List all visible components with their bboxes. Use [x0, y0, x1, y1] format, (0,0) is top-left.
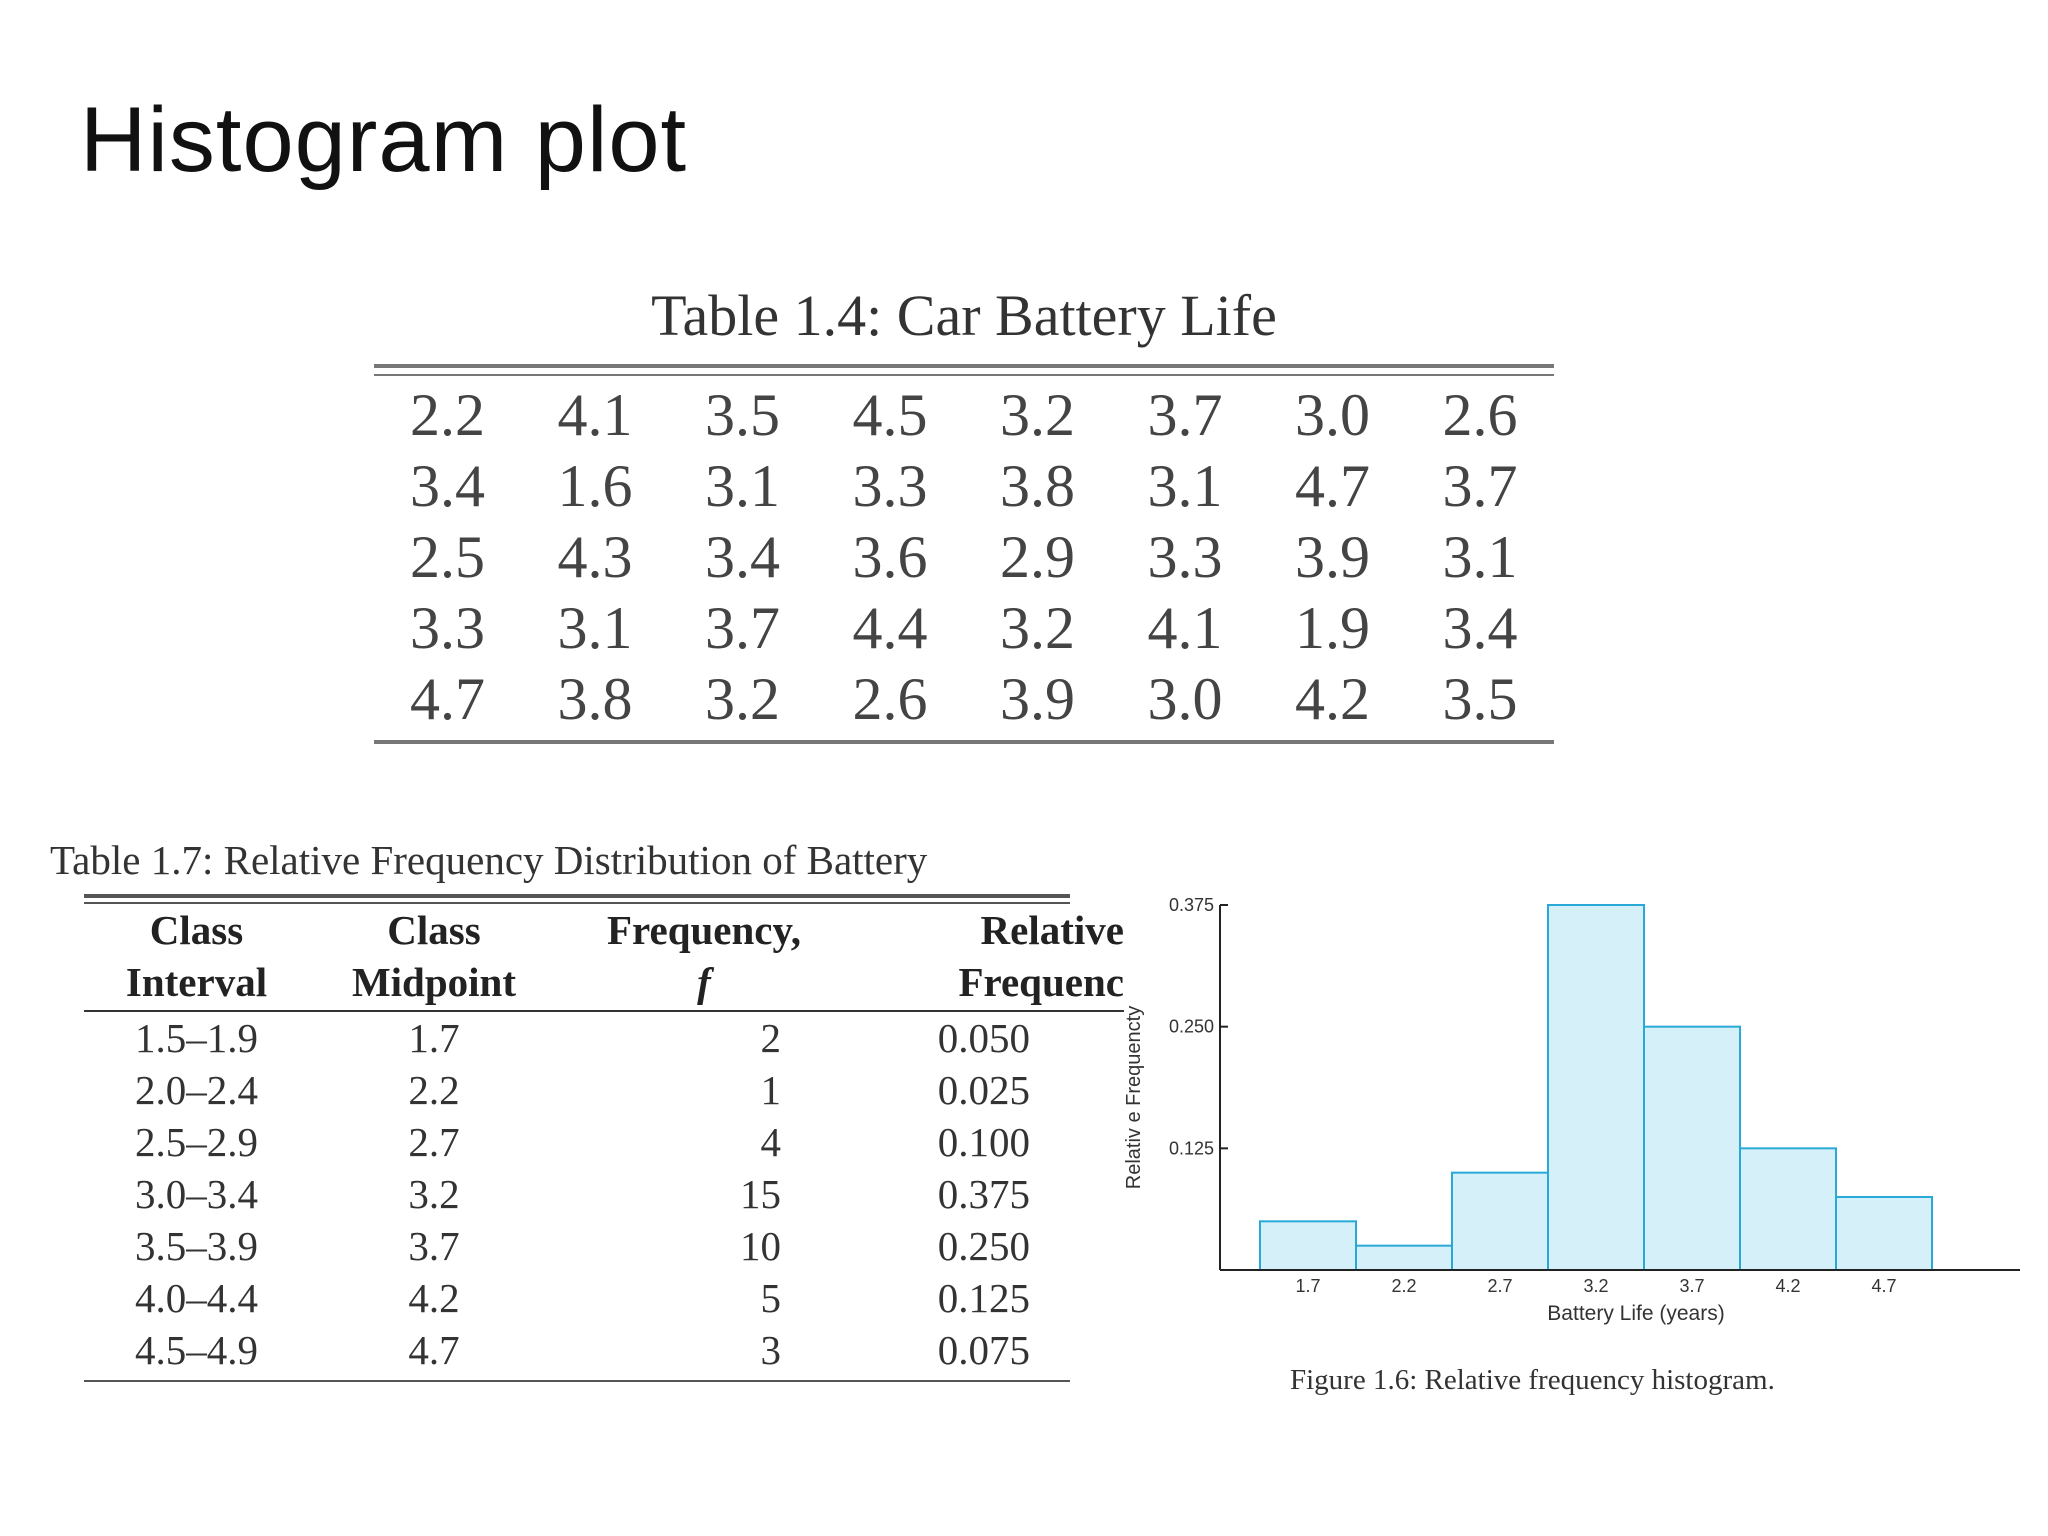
slide-title: Histogram plot — [80, 89, 688, 191]
table-1-7-bottom-rule — [84, 1380, 1070, 1382]
histogram-bars — [1260, 905, 1932, 1270]
table-cell: 3.0 — [1147, 666, 1223, 732]
table-cell: 4.5 — [852, 382, 928, 448]
table-cell: 2.6 — [1442, 382, 1518, 448]
table-row — [84, 1064, 1124, 1116]
table-cell: 4.1 — [1147, 595, 1223, 661]
relative-frequency-cell: 0.025 — [937, 1067, 1030, 1113]
y-tick-label: 0.375 — [1168, 895, 1214, 915]
relative-frequency-cell: 0.375 — [937, 1171, 1030, 1217]
y-tick-label: 0.250 — [1168, 1016, 1214, 1037]
relative-frequency-cell: 0.100 — [937, 1119, 1030, 1165]
table-row — [84, 1220, 1124, 1272]
relative-frequency-cell: 0.250 — [937, 1223, 1030, 1269]
table-cell: 3.1 — [557, 595, 633, 661]
col-header-class-interval: Interval — [84, 956, 309, 1011]
col-header-frequency: f — [559, 956, 849, 1011]
table-1-4-top-rule — [374, 364, 1554, 368]
table-cell: 3.1 — [1442, 524, 1518, 590]
table-cell: 3.1 — [705, 453, 780, 519]
table-row — [84, 1116, 1124, 1168]
table-cell: 3.4 — [410, 453, 485, 519]
table-cell: 3.2 — [1000, 382, 1075, 448]
x-tick-label: 4.2 — [1775, 1276, 1801, 1296]
table-row — [84, 1011, 1124, 1064]
table-cell: 3.8 — [1000, 453, 1075, 519]
table-cell: 3.6 — [852, 524, 928, 590]
x-axis-ticks — [1295, 1276, 1896, 1296]
class-interval-cell: 3.0–3.4 — [135, 1171, 258, 1217]
x-tick-label: 3.2 — [1583, 1276, 1609, 1296]
histogram-bar — [1740, 1148, 1836, 1270]
table-cell: 3.1 — [1147, 453, 1223, 519]
table-cell: 3.9 — [1295, 524, 1370, 590]
midpoint-cell: 3.2 — [408, 1171, 460, 1217]
x-axis-label: Battery Life (years) — [1547, 1302, 1725, 1325]
table-cell: 3.7 — [705, 595, 780, 661]
frequency-cell: 5 — [760, 1275, 781, 1321]
table-row — [84, 1168, 1124, 1220]
table-cell: 4.1 — [557, 382, 633, 448]
class-interval-cell: 1.5–1.9 — [135, 1015, 258, 1061]
table-1-4-top-rule-thin — [374, 374, 1554, 376]
histogram-bar — [1836, 1197, 1932, 1270]
table-cell: 3.0 — [1295, 382, 1370, 448]
table-header-row — [84, 904, 1124, 956]
midpoint-cell: 4.2 — [408, 1275, 460, 1321]
x-tick-label: 4.7 — [1871, 1276, 1897, 1296]
midpoint-cell: 3.7 — [408, 1223, 460, 1269]
table-1-4-bottom-rule — [374, 740, 1554, 744]
table-cell: 3.7 — [1147, 382, 1223, 448]
table-cell: 3.4 — [1442, 595, 1518, 661]
col-header-frequency: Frequency, — [607, 907, 801, 953]
midpoint-cell: 4.7 — [408, 1327, 460, 1373]
table-cell: 1.6 — [557, 453, 633, 519]
table-cell: 3.4 — [705, 524, 780, 590]
table-cell: 3.9 — [1000, 666, 1075, 732]
frequency-cell: 4 — [760, 1119, 781, 1165]
histogram-bar — [1644, 1027, 1740, 1270]
col-header-relative-frequency: Relative — [980, 907, 1124, 953]
col-header-class-interval: Class — [149, 907, 244, 953]
table-1-4-caption: Table 1.4: Car Battery Life — [651, 283, 1277, 348]
table-cell: 3.7 — [1442, 453, 1518, 519]
y-axis-label: Relativ e Frequencty — [1123, 1005, 1145, 1190]
relative-frequency-cell: 0.050 — [937, 1015, 1030, 1061]
relative-frequency-cell: 0.125 — [937, 1275, 1030, 1321]
midpoint-cell: 1.7 — [408, 1015, 460, 1061]
histogram-bar — [1452, 1173, 1548, 1270]
histogram-bar — [1260, 1221, 1356, 1270]
table-cell: 4.3 — [557, 524, 633, 590]
table-cell: 4.2 — [1295, 666, 1370, 732]
frequency-table — [84, 904, 1124, 1376]
table-cell: 4.7 — [410, 666, 485, 732]
class-interval-cell: 4.0–4.4 — [135, 1275, 258, 1321]
x-tick-label: 3.7 — [1679, 1276, 1705, 1296]
midpoint-cell: 2.7 — [408, 1119, 460, 1165]
x-tick-label: 2.2 — [1391, 1276, 1417, 1296]
table-row — [84, 1272, 1124, 1324]
table-cell: 4.4 — [852, 595, 928, 661]
x-tick-label: 2.7 — [1487, 1276, 1513, 1296]
class-interval-cell: 2.0–2.4 — [135, 1067, 258, 1113]
table-cell: 3.5 — [1442, 666, 1518, 732]
histogram-bar — [1356, 1246, 1452, 1270]
table-cell: 2.6 — [852, 666, 928, 732]
table-cell: 3.8 — [557, 666, 633, 732]
table-row — [84, 1324, 1124, 1376]
frequency-cell: 1 — [760, 1067, 781, 1113]
class-interval-cell: 3.5–3.9 — [135, 1223, 258, 1269]
midpoint-cell: 2.2 — [408, 1067, 460, 1113]
table-cell: 3.2 — [1000, 595, 1075, 661]
relative-frequency-histogram — [1100, 880, 2020, 1360]
col-header-relative-frequency: Frequenc — [849, 956, 1124, 1011]
table-cell: 2.5 — [410, 524, 485, 590]
table-cell: 3.3 — [1147, 524, 1223, 590]
table-1-7 — [84, 904, 1124, 1384]
col-header-class-midpoint: Midpoint — [309, 956, 559, 1011]
table-cell: 3.2 — [705, 666, 780, 732]
frequency-cell: 15 — [740, 1171, 781, 1217]
frequency-cell: 2 — [760, 1015, 781, 1061]
x-tick-label: 1.7 — [1295, 1276, 1321, 1296]
col-header-class-midpoint: Class — [387, 907, 481, 953]
y-tick-label: 0.125 — [1168, 1138, 1214, 1159]
histogram-bar — [1548, 905, 1644, 1270]
table-cell: 2.2 — [410, 382, 485, 448]
relative-frequency-cell: 0.075 — [937, 1327, 1030, 1373]
table-cell: 3.3 — [410, 595, 485, 661]
figure-caption: Figure 1.6: Relative frequency histogram. — [1290, 1364, 1775, 1396]
table-cell: 1.9 — [1295, 595, 1370, 661]
table-cell: 4.7 — [1295, 453, 1370, 519]
table-cell: 3.5 — [705, 382, 780, 448]
class-interval-cell: 2.5–2.9 — [135, 1119, 258, 1165]
table-1-4-grid — [374, 380, 1554, 735]
frequency-cell: 3 — [760, 1327, 781, 1373]
table-1-7-top-rule — [84, 894, 1070, 898]
table-cell: 2.9 — [1000, 524, 1075, 590]
table-header-row — [84, 956, 1124, 1011]
table-1-7-caption: Table 1.7: Relative Frequency Distribution of Battery — [50, 837, 928, 883]
table-cell: 3.3 — [852, 453, 928, 519]
class-interval-cell: 4.5–4.9 — [135, 1327, 258, 1373]
frequency-cell: 10 — [740, 1223, 781, 1269]
